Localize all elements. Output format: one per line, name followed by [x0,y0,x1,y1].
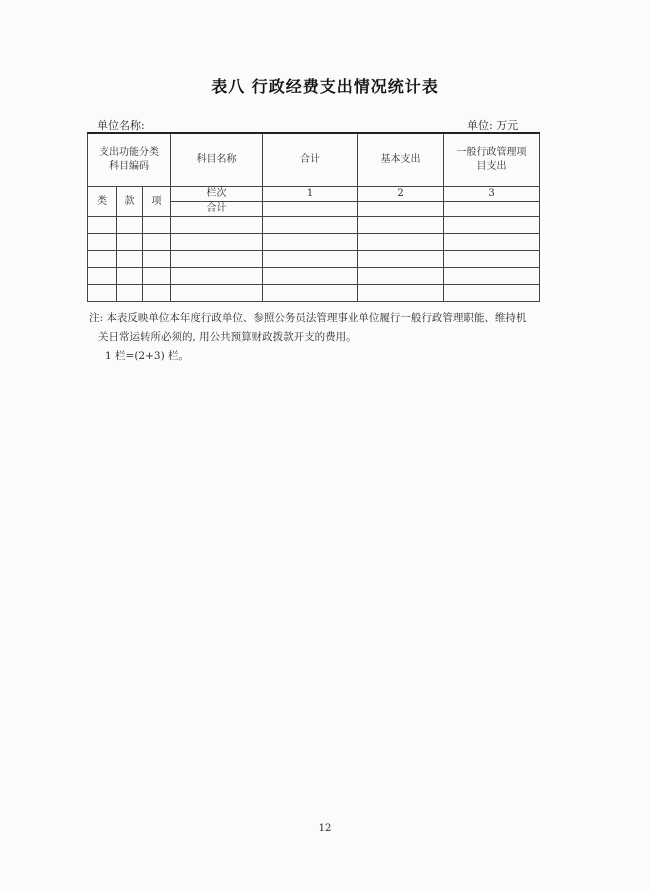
column-number-row [88,187,540,202]
total-row-label: 合计 [171,202,263,217]
table-row [88,285,540,302]
footnote-line-2: 关日常运转所必须的, 用公共预算财政拨款开支的费用。 [98,331,357,343]
table-header-row [88,133,540,187]
table-cell [263,202,358,217]
column-number-2: 2 [358,187,444,202]
page-number: 12 [318,823,332,834]
subheader-xiang: 项 [143,187,171,217]
table-row [88,234,540,251]
footnote-line-3: 1 栏=(2+3) 栏。 [105,350,190,362]
column-number-3: 3 [444,187,540,202]
header-basic: 基本支出 [358,133,444,187]
footnote [89,309,549,366]
currency-unit-label: 单位: 万元 [467,119,519,132]
column-number-1: 1 [263,187,358,202]
unit-name-label: 单位名称: [97,119,145,132]
table-row [88,251,540,268]
table-cell [358,202,444,217]
header-subject-name: 科目名称 [171,133,263,187]
page-title: 表八 行政经费支出情况统计表 [211,77,439,96]
column-row-label: 栏次 [171,187,263,202]
header-project: 一般行政管理项 目支出 [444,133,540,187]
table-cell [444,202,540,217]
expenditure-table [87,132,540,302]
header-code: 支出功能分类 科目编码 [88,133,171,187]
subheader-kuan: 款 [117,187,143,217]
header-total: 合计 [263,133,358,187]
footnote-line-1: 注: 本表反映单位本年度行政单位、参照公务员法管理事业单位履行一般行政管理职能、维持机 [89,312,527,324]
subheader-lei: 类 [88,187,117,217]
table-row [88,217,540,234]
table-row [88,268,540,285]
